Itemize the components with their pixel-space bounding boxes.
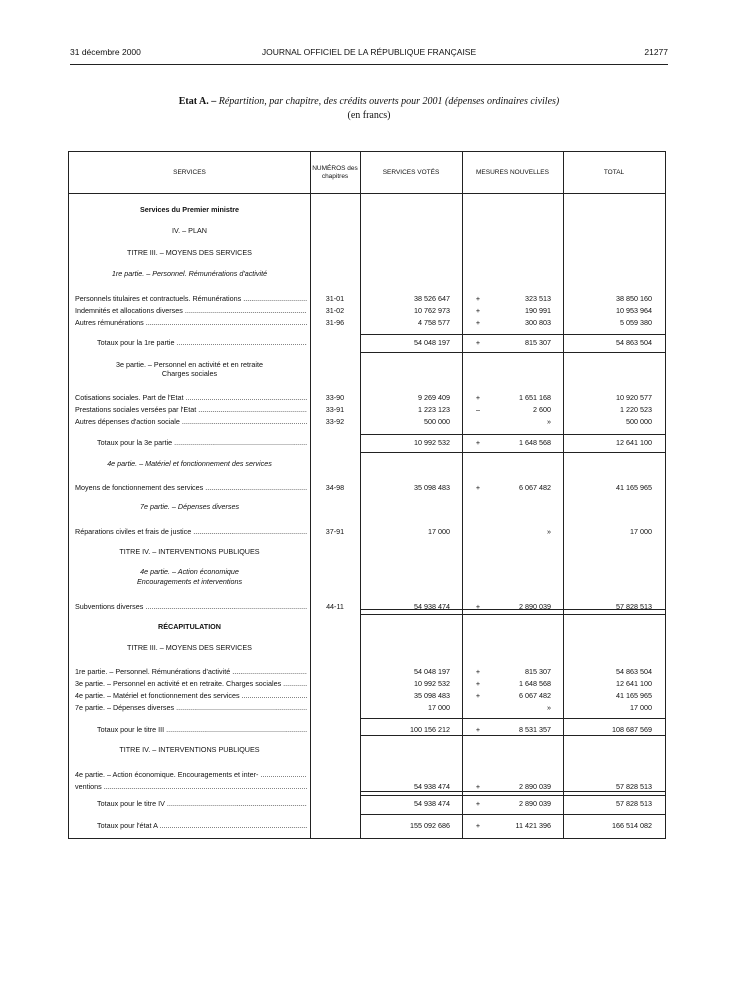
total-value: 57 828 513: [616, 799, 652, 808]
section-heading: TITRE III. – MOYENS DES SERVICES: [127, 643, 252, 652]
chapter-number: 33-91: [325, 405, 345, 414]
services-votes-value: 54 048 197: [414, 667, 450, 676]
section-heading: 3e partie. – Personnel en activité et en retraite: [115, 360, 264, 369]
mesures-sign: +: [475, 821, 481, 830]
line-label: Indemnités et allocations diverses .....: [75, 306, 307, 315]
total-rule: [360, 814, 665, 815]
mesures-sign: +: [475, 691, 481, 700]
line-label: 4e partie. – Matériel et fonctionnement des services .....: [75, 691, 307, 700]
col-header-chapitres: NUMÉROS des chapitres: [312, 165, 358, 180]
total-value: 41 165 965: [616, 691, 652, 700]
document-subtitle: (en francs): [347, 110, 391, 121]
section-heading: Services du Premier ministre: [139, 205, 240, 214]
services-votes-value: 38 526 647: [414, 294, 450, 303]
total-rule: [360, 791, 665, 792]
section-heading: 1re partie. – Personnel. Rémunérations d'activité: [111, 269, 268, 278]
col-header-services-votes: SERVICES VOTÉS: [382, 168, 440, 176]
total-label: Totaux pour le titre III .....: [97, 725, 307, 734]
line-label: 3e partie. – Personnel en activité et en retraite. Charges sociales .....: [75, 679, 307, 688]
mesures-nouvelles-value: 815 307: [525, 667, 551, 676]
total-value: 10 953 964: [616, 306, 652, 315]
section-heading: TITRE III. – MOYENS DES SERVICES: [127, 248, 252, 257]
header-journal-title: JOURNAL OFFICIEL DE LA RÉPUBLIQUE FRANÇAISE: [261, 47, 477, 57]
mesures-nouvelles-value: 6 067 482: [519, 483, 551, 492]
mesures-nouvelles-value: »: [547, 527, 551, 536]
mesures-sign: +: [475, 725, 481, 734]
mesures-sign: +: [475, 483, 481, 492]
chapter-number: 44-11: [326, 602, 344, 611]
mesures-sign: +: [475, 306, 481, 315]
col-header-total: TOTAL: [603, 168, 625, 176]
section-heading: Encouragements et interventions: [136, 577, 243, 586]
services-votes-value: 54 938 474: [414, 602, 450, 611]
section-heading: RÉCAPITULATION: [158, 622, 221, 631]
total-rule: [360, 334, 665, 335]
mesures-nouvelles-value: »: [547, 703, 551, 712]
services-votes-value: 10 992 532: [414, 679, 450, 688]
services-votes-value: 10 992 532: [414, 438, 450, 447]
total-rule: [360, 718, 665, 719]
mesures-nouvelles-value: 323 513: [525, 294, 551, 303]
section-heading: 4e partie. – Action économique: [140, 567, 239, 576]
line-label: 1re partie. – Personnel. Rémunérations d'activité .....: [75, 667, 307, 676]
total-value: 500 000: [626, 417, 652, 426]
mesures-nouvelles-value: 1 648 568: [519, 679, 551, 688]
services-votes-value: 1 223 123: [418, 405, 450, 414]
total-label: Totaux pour l'état A .....: [97, 821, 307, 830]
services-votes-value: 10 762 973: [414, 306, 450, 315]
header-page-number: 21277: [644, 47, 668, 57]
mesures-sign: +: [475, 318, 481, 327]
mesures-sign: +: [475, 438, 481, 447]
chapter-number: 37-91: [325, 527, 345, 536]
total-value: 54 863 504: [616, 338, 652, 347]
mesures-sign: +: [475, 667, 481, 676]
mesures-nouvelles-value: 11 421 396: [515, 821, 551, 830]
services-votes-value: 4 758 577: [418, 318, 450, 327]
section-heading: 4e partie. – Matériel et fonctionnement des services: [107, 459, 272, 468]
mesures-sign: +: [475, 338, 481, 347]
section-heading: IV. – PLAN: [172, 226, 207, 235]
page-header: [70, 47, 668, 61]
total-rule: [360, 614, 665, 615]
mesures-nouvelles-value: »: [547, 417, 551, 426]
header-date: 31 décembre 2000: [70, 47, 141, 57]
total-value: 108 687 569: [612, 725, 652, 734]
services-votes-value: 35 098 483: [414, 483, 450, 492]
services-votes-value: 54 938 474: [414, 782, 450, 791]
services-votes-value: 9 269 409: [418, 393, 450, 402]
total-value: 57 828 513: [616, 602, 652, 611]
services-votes-value: 100 156 212: [410, 725, 450, 734]
chapter-number: 31-01: [325, 294, 345, 303]
line-label: Prestations sociales versées par l'Etat .....: [75, 405, 307, 414]
total-label: Totaux pour la 3e partie .....: [97, 438, 307, 447]
total-value: 12 641 100: [616, 679, 652, 688]
chapter-number: 31-02: [325, 306, 345, 315]
mesures-nouvelles-value: 190 991: [525, 306, 551, 315]
services-votes-value: 500 000: [424, 417, 450, 426]
section-heading: Charges sociales: [161, 369, 218, 378]
mesures-nouvelles-value: 1 648 568: [519, 438, 551, 447]
line-label: Personnels titulaires et contractuels. Rémunérations .....: [75, 294, 307, 303]
total-value: 54 863 504: [616, 667, 652, 676]
total-rule: [360, 352, 665, 353]
title-italic: Répartition, par chapitre, des crédits ouverts pour 2001 (dépenses ordinaires civiles): [218, 96, 560, 107]
services-votes-value: 54 048 197: [414, 338, 450, 347]
section-heading: TITRE IV. – INTERVENTIONS PUBLIQUES: [119, 547, 260, 556]
mesures-nouvelles-value: 8 531 357: [519, 725, 551, 734]
chapter-number: 34-98: [325, 483, 345, 492]
line-label: Moyens de fonctionnement des services .....: [75, 483, 307, 492]
col-header-services: SERVICES: [173, 168, 206, 176]
services-votes-value: 35 098 483: [414, 691, 450, 700]
total-rule: [360, 795, 665, 796]
services-votes-value: 17 000: [428, 703, 450, 712]
total-label: Totaux pour la 1re partie .....: [97, 338, 307, 347]
total-value: 1 220 523: [620, 405, 652, 414]
mesures-sign: +: [475, 799, 481, 808]
credits-table: [68, 151, 666, 839]
total-value: 5 059 380: [620, 318, 652, 327]
total-rule: [360, 452, 665, 453]
section-heading: 7e partie. – Dépenses diverses: [139, 502, 240, 511]
mesures-nouvelles-value: 2 890 039: [519, 799, 551, 808]
total-rule: [360, 735, 665, 736]
total-value: 57 828 513: [616, 782, 652, 791]
total-value: 12 641 100: [616, 438, 652, 447]
line-label: Réparations civiles et frais de justice .....: [75, 527, 307, 536]
mesures-nouvelles-value: 1 651 168: [519, 393, 551, 402]
col-header-mesures-nouvelles: MESURES NOUVELLES: [476, 168, 549, 176]
services-votes-value: 155 092 686: [410, 821, 450, 830]
services-votes-value: 17 000: [428, 527, 450, 536]
col-divider: [310, 152, 311, 838]
mesures-sign: +: [475, 602, 481, 611]
header-rule: [70, 64, 668, 65]
header-row-rule: [69, 193, 665, 194]
total-value: 41 165 965: [616, 483, 652, 492]
total-value: 38 850 160: [616, 294, 652, 303]
mesures-nouvelles-value: 300 803: [525, 318, 551, 327]
total-label: Totaux pour le titre IV .....: [97, 799, 307, 808]
line-label: Subventions diverses .....: [75, 602, 307, 611]
title-bold: Etat A. –: [178, 96, 217, 107]
line-label: ventions .....: [75, 782, 307, 791]
line-label: 4e partie. – Action économique. Encouragements et inter- .....: [75, 770, 307, 779]
line-label: Autres dépenses d'action sociale .....: [75, 417, 307, 426]
mesures-sign: +: [475, 679, 481, 688]
mesures-sign: +: [475, 393, 481, 402]
document-title: [70, 96, 668, 107]
chapter-number: 33-92: [325, 417, 345, 426]
line-label: Cotisations sociales. Part de l'Etat .....: [75, 393, 307, 402]
mesures-nouvelles-value: 2 890 039: [519, 602, 551, 611]
mesures-sign: +: [475, 782, 481, 791]
mesures-sign: –: [476, 405, 480, 414]
total-value: 17 000: [630, 703, 652, 712]
line-label: Autres rémunérations .....: [75, 318, 307, 327]
total-value: 10 920 577: [616, 393, 652, 402]
line-label: 7e partie. – Dépenses diverses .....: [75, 703, 307, 712]
services-votes-value: 54 938 474: [414, 799, 450, 808]
chapter-number: 33-90: [325, 393, 345, 402]
total-value: 166 514 082: [612, 821, 652, 830]
mesures-nouvelles-value: 2 600: [533, 405, 551, 414]
mesures-nouvelles-value: 6 067 482: [519, 691, 551, 700]
mesures-nouvelles-value: 815 307: [525, 338, 551, 347]
chapter-number: 31-96: [325, 318, 345, 327]
total-rule: [360, 434, 665, 435]
mesures-sign: +: [475, 294, 481, 303]
total-value: 17 000: [630, 527, 652, 536]
mesures-nouvelles-value: 2 890 039: [519, 782, 551, 791]
section-heading: TITRE IV. – INTERVENTIONS PUBLIQUES: [119, 745, 260, 754]
